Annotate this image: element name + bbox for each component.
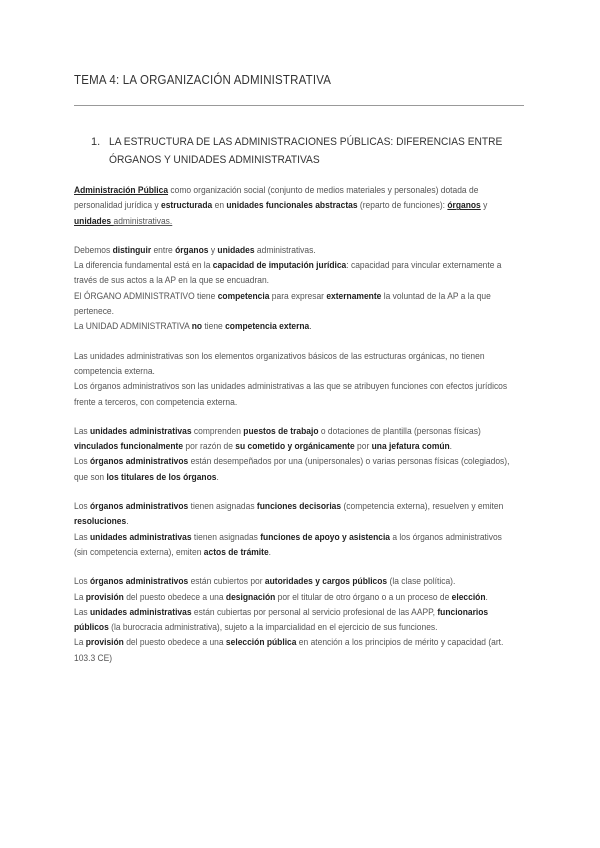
text-run: (competencia externa), resuelven y emiten [341,501,504,512]
text-run: funciones de apoyo y asistencia [260,531,391,542]
text-run: unidades [74,215,114,226]
document-body [74,183,516,666]
text-run: su cometido y orgánicamente [235,441,355,452]
paragraph-gap [74,410,516,424]
paragraph [74,183,516,229]
paragraph [74,635,516,666]
text-run: órganos administrativos [89,576,189,587]
text-run: Las [74,606,90,617]
text-run: y [480,200,488,211]
text-run: y [208,244,218,255]
text-run: están cubiertos por [188,576,265,587]
text-run: capacidad de imputación jurídica [212,260,347,271]
text-run: (la burocracia administrativa), sujeto a la imparcialidad en el ejercicio de sus funciones. [108,622,438,633]
paragraph [74,349,516,380]
text-run: . [449,441,453,452]
text-run: Los [74,576,90,587]
text-run: Los [74,456,90,467]
text-run: . [309,321,312,332]
text-run: no [191,321,203,332]
paragraph [74,574,516,589]
text-run: a los órganos administrativos (sin competencia externa), emiten [74,531,502,557]
text-run: por razón de [183,441,236,452]
text-run: externamente [326,290,382,301]
text-run: resoluciones [74,516,127,527]
text-run: La UNIDAD ADMINISTRATIVA [74,321,192,332]
paragraph-gap [74,229,516,243]
text-run: Las [74,531,90,542]
text-run: La diferencia fundamental está en la [74,260,213,271]
text-run: El ÓRGANO ADMINISTRATIVO tiene [74,290,218,301]
paragraph [74,605,516,636]
text-run: órganos administrativos [89,456,189,467]
paragraph [74,258,516,289]
text-run: Administración Pública [74,185,169,195]
text-run: por el titular de otro órgano o a un proceso de [275,591,452,602]
text-run: funcionarios públicos [74,606,489,633]
text-run: unidades [217,244,255,255]
paragraph [74,424,516,455]
text-run: Los [74,501,90,512]
text-run: competencia externa [225,321,310,332]
document-title: TEMA 4: LA ORGANIZACIÓN ADMINISTRATIVA [74,73,332,87]
paragraph [74,319,516,334]
text-run: en [212,200,227,211]
section-title: LA ESTRUCTURA DE LAS ADMINISTRACIONES PÚBLICAS: DIFERENCIAS ENTRE ÓRGANOS Y UNIDADES ADMINISTRATIVAS [109,136,503,166]
paragraph [74,590,516,605]
text-run: unidades administrativas [89,531,192,542]
text-run: órganos administrativos [89,501,189,512]
title-divider [74,105,524,106]
text-run: en atención a los principios de mérito y capacidad (art. 103.3 CE) [74,637,504,663]
text-run: . [268,546,272,557]
text-run: La [74,591,86,602]
text-run: por [354,441,372,452]
text-run: provisión [85,591,124,602]
text-run: funciones decisorias [256,501,342,512]
text-run: elección [451,591,486,602]
section-heading [91,133,521,169]
text-run: vinculados funcionalmente [74,441,184,452]
paragraph [74,499,516,530]
text-run: Las unidades administrativas son los elementos organizativos básicos de las estructuras orgánicas, no tienen competencia externa. [74,350,485,376]
text-run: unidades administrativas [89,606,192,617]
paragraph-gap [74,335,516,349]
text-run: para expresar [269,290,327,301]
text-run: designación [225,591,276,602]
text-run: órganos [447,200,481,211]
text-run: del puesto obedece a una [123,637,226,648]
text-run: unidades administrativas [89,425,192,436]
text-run: entre [151,244,176,255]
text-run: La [74,637,86,648]
text-run: Debemos [74,244,113,255]
text-run: . [126,516,129,527]
text-run: como organización social (conjunto de medios materiales y personales) dotada de personalidad jurídica y [74,185,479,211]
text-run: selección pública [225,637,297,648]
paragraph [74,530,516,561]
paragraph [74,454,516,485]
text-run: autoridades y cargos públicos [264,576,388,587]
text-run: administrativas. [113,215,173,226]
text-run: órganos [175,244,209,255]
paragraph [74,289,516,320]
text-run: comprenden [191,425,244,436]
text-run: del puesto obedece a una [123,591,226,602]
paragraph [74,379,516,410]
text-run: estructurada [161,200,213,211]
text-run: (reparto de funciones): [357,200,448,211]
text-run: . [485,591,488,602]
paragraph [74,243,516,258]
paragraph-gap [74,560,516,574]
text-run: tienen asignadas [188,501,257,512]
text-run: : capacidad para vincular externamente a través de sus actos a la AP en la que se encuadran. [74,260,502,286]
text-run: los titulares de los órganos [106,471,217,482]
text-run: tiene [202,321,226,332]
text-run: . [216,471,219,482]
text-run: Las [74,425,90,436]
text-run: unidades funcionales abstractas [226,200,358,211]
text-run: distinguir [112,244,152,255]
text-run: actos de trámite [203,546,269,557]
text-run: competencia [217,290,270,301]
text-run: están desempeñados por una (unipersonales) o varias personas físicas (colegiados), que son [74,456,510,482]
text-run: (la clase política). [387,576,456,587]
text-run: Los órganos administrativos son las unidades administrativas a las que se atribuyen funciones con efectos jurídicos frente a terceros, con competencia externa. [74,381,508,407]
text-run: provisión [85,637,124,648]
paragraph-gap [74,485,516,499]
text-run: la voluntad de la AP a la que pertenece. [74,290,491,317]
text-run: administrativas. [254,244,316,255]
text-run: puestos de trabajo [243,425,319,436]
text-run: o dotaciones de plantilla (personas físicas) [318,425,481,436]
text-run: tienen asignadas [191,531,261,542]
section-number: 1. [91,136,101,148]
text-run: están cubiertas por personal al servicio profesional de las AAPP, [191,606,438,617]
text-run: una jefatura común [371,441,450,452]
